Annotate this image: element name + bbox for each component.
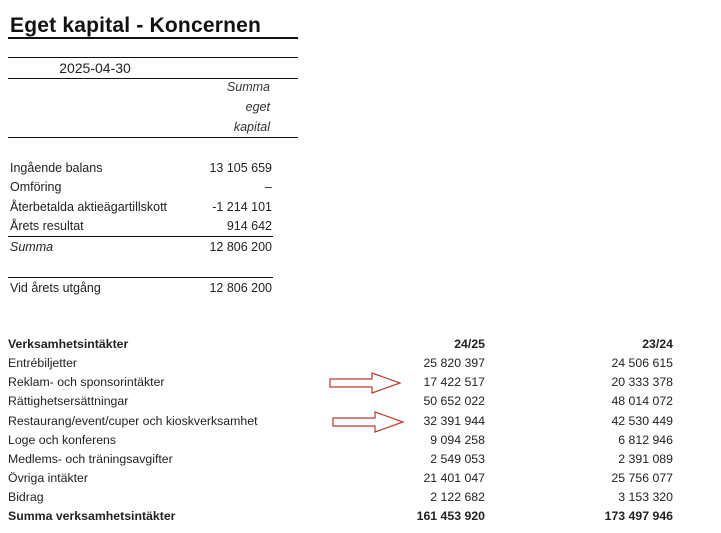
sum-label: Summa	[10, 240, 54, 254]
column-header-current: 24/25	[454, 337, 485, 351]
column-header-previous: 23/24	[642, 337, 673, 351]
title-underline	[8, 37, 298, 39]
period-date: 2025-04-30	[59, 60, 131, 76]
equity-row	[10, 161, 272, 179]
date-rule	[8, 78, 298, 79]
row-label: Reklam- och sponsorintäkter	[8, 375, 165, 389]
row-value-current: 32 391 944	[423, 414, 485, 428]
row-value-current: 50 652 022	[423, 394, 485, 408]
equity-sum-row	[10, 240, 272, 258]
row-value: 914 642	[226, 219, 272, 233]
equity-row	[10, 180, 272, 198]
row-value-current: 17 422 517	[423, 375, 485, 389]
row-value-previous: 48 014 072	[611, 394, 673, 408]
row-value-previous: 25 756 077	[611, 471, 673, 485]
row-label: Bidrag	[8, 490, 44, 504]
row-label: Medlems- och träningsavgifter	[8, 452, 173, 466]
row-value-previous: 2 391 089	[618, 452, 673, 466]
arrow-icon	[331, 410, 407, 434]
total-value-previous: 173 497 946	[604, 509, 673, 523]
closing-label: Vid årets utgång	[10, 281, 101, 295]
column-header-line-1: Summa	[226, 80, 270, 94]
header-rule	[8, 137, 298, 138]
sum-rule	[8, 236, 273, 237]
arrow-icon	[328, 371, 404, 395]
equity-row	[10, 219, 272, 237]
revenue-header-row	[8, 337, 673, 355]
closing-value: 12 806 200	[209, 281, 272, 295]
equity-row	[10, 200, 272, 218]
row-label: Övriga intäkter	[8, 471, 88, 485]
row-value-previous: 20 333 378	[611, 375, 673, 389]
sum-value: 12 806 200	[209, 240, 272, 254]
revenue-row	[8, 433, 673, 451]
total-label: Summa verksamhetsintäkter	[8, 509, 176, 523]
revenue-row	[8, 471, 673, 489]
revenue-row	[8, 452, 673, 470]
equity-closing-row	[10, 281, 272, 299]
row-value-previous: 24 506 615	[611, 356, 673, 370]
row-value-current: 21 401 047	[423, 471, 485, 485]
row-label: Ingående balans	[10, 161, 103, 175]
row-label: Loge och konferens	[8, 433, 117, 447]
row-label: Återbetalda aktieägartillskott	[10, 200, 168, 214]
row-label: Rättighetsersättningar	[8, 394, 129, 408]
row-label: Årets resultat	[10, 219, 84, 233]
row-value: -1 214 101	[212, 200, 272, 214]
row-value-previous: 42 530 449	[611, 414, 673, 428]
column-header-line-2: eget	[245, 100, 270, 114]
table-top-rule	[8, 57, 298, 58]
row-value-current: 2 549 053	[430, 452, 485, 466]
row-value-current: 2 122 682	[430, 490, 485, 504]
revenue-total-row	[8, 509, 673, 527]
row-value-current: 9 094 258	[430, 433, 485, 447]
row-label: Restaurang/event/cuper och kioskverksamhet	[8, 414, 258, 428]
column-header-line-3: kapital	[233, 120, 270, 134]
row-value-previous: 3 153 320	[618, 490, 673, 504]
closing-rule	[8, 277, 273, 278]
row-value-current: 25 820 397	[423, 356, 485, 370]
row-label: Entrébiljetter	[8, 356, 78, 370]
page-title: Eget kapital - Koncernen	[10, 14, 262, 37]
revenue-row	[8, 490, 673, 508]
row-value: 13 105 659	[209, 161, 272, 175]
row-value-previous: 6 812 946	[618, 433, 673, 447]
row-value: –	[265, 180, 272, 194]
revenue-header-label: Verksamhetsintäkter	[8, 337, 129, 351]
row-label: Omföring	[10, 180, 62, 194]
total-value-current: 161 453 920	[416, 509, 485, 523]
